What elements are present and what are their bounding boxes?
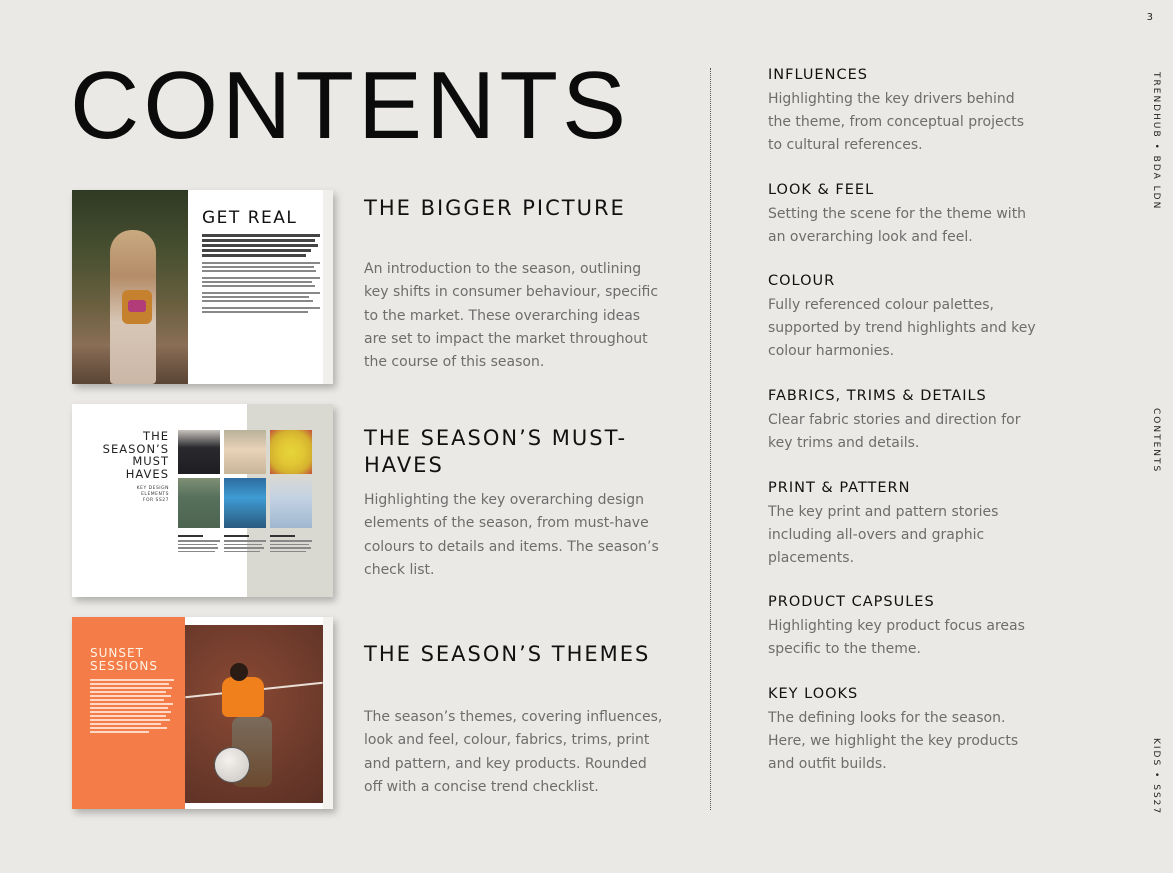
must-haves-sub-line: FOR SS27 [142, 498, 169, 503]
photo-black-cape [178, 430, 220, 474]
must-haves-subtitle [137, 486, 169, 504]
theme-heading: INFLUENCES [768, 67, 868, 83]
photo-green-skirt [178, 478, 220, 528]
theme-heading: FABRICS, TRIMS & DETAILS [768, 388, 987, 404]
photo-blue-jacket [224, 478, 266, 528]
thumbnail-must-haves[interactable] [72, 404, 333, 597]
theme-description: The defining looks for the season. Here, we highlight the key products and outfit builds. [768, 710, 1019, 772]
side-label-section: CONTENTS [1151, 408, 1161, 474]
photo-orange-shirt [222, 677, 264, 717]
page-number: 3 [1146, 12, 1153, 23]
must-haves-sub-line: ELEMENTS [141, 492, 169, 497]
thumbnail-intro-text [202, 234, 320, 257]
theme-item-key-looks [768, 684, 1038, 776]
thumbnail-themes[interactable] [72, 617, 333, 809]
theme-item-colour [768, 271, 1038, 363]
must-haves-title-line: MUST [132, 454, 169, 468]
photo-head [230, 663, 248, 681]
must-haves-caption [224, 535, 266, 554]
must-haves-title-line: THE [143, 429, 169, 443]
sunset-title [90, 647, 158, 673]
sunset-body [90, 679, 174, 735]
theme-item-look-feel [768, 180, 1038, 249]
must-haves-title-panel [72, 404, 177, 597]
theme-item-influences [768, 65, 1038, 157]
sunset-orange-panel [72, 617, 185, 809]
theme-heading: PRINT & PATTERN [768, 480, 911, 496]
thumbnail-bullets [202, 262, 320, 313]
theme-description: The key print and pattern stories including all-overs and graphic placements. [768, 504, 999, 566]
side-label-season: KIDS • SS27 [1151, 738, 1161, 816]
thumbnail-side-strip [323, 190, 333, 384]
theme-heading: LOOK & FEEL [768, 182, 875, 198]
theme-description: Highlighting key product focus areas specific to the theme. [768, 618, 1025, 657]
thumbnail-heading: GET REAL [202, 208, 298, 228]
side-label-brand: TRENDHUB • BDA LDN [1151, 72, 1161, 211]
must-haves-sub-line: KEY DESIGN [136, 486, 169, 491]
column-divider [710, 68, 711, 810]
theme-item-product-capsules [768, 592, 1038, 661]
theme-heading: KEY LOOKS [768, 686, 859, 702]
photo-backpack-pocket [128, 300, 146, 312]
photo-light-outfit [270, 478, 312, 528]
section-title-bigger-picture: THE BIGGER PICTURE [364, 196, 626, 220]
section-desc-must-haves: Highlighting the key overarching design elements of the season, from must-have colours to details and items. The season’s check list. [364, 492, 659, 578]
theme-description: Clear fabric stories and direction for key trims and details. [768, 412, 1021, 451]
sunset-title-line: SESSIONS [90, 659, 159, 673]
theme-description: Fully referenced colour palettes, supported by trend highlights and key colour harmonies. [768, 297, 1036, 359]
theme-heading: PRODUCT CAPSULES [768, 594, 935, 610]
must-haves-title [103, 430, 169, 480]
page-title: CONTENTS [70, 52, 630, 159]
thumbnail-text-block [202, 208, 320, 315]
photo-kids-pastel [224, 430, 266, 474]
theme-item-fabrics [768, 386, 1038, 455]
section-title-themes: THE SEASON’S THEMES [364, 642, 651, 666]
theme-description: Highlighting the key drivers behind the theme, from conceptual projects to cultural references. [768, 91, 1025, 153]
section-desc-bigger-picture: An introduction to the season, outlining key shifts in consumer behaviour, specific to the market. These overarching ideas are set to impact the market throughout the course of this season. [364, 261, 659, 371]
sunset-title-line: SUNSET [90, 646, 144, 660]
thumbnail-side-strip [323, 617, 333, 809]
section-title-must-haves: THE SEASON’S MUST-HAVES [364, 426, 628, 477]
thumbnail-bigger-picture[interactable] [72, 190, 333, 384]
must-haves-caption [178, 535, 220, 554]
must-haves-caption [270, 535, 312, 554]
theme-description: Setting the scene for the theme with an overarching look and feel. [768, 206, 1027, 245]
must-haves-title-line: HAVES [125, 466, 169, 481]
theme-heading: COLOUR [768, 273, 836, 289]
must-haves-title-line: SEASON’S [102, 441, 169, 456]
photo-basketball [214, 747, 250, 783]
section-desc-themes: The season’s themes, covering influences, look and feel, colour, fabrics, trims, print and pattern, and key products. Rounded off with a concise trend checklist. [364, 709, 663, 795]
theme-item-print-pattern [768, 478, 1038, 570]
photo-yellow-print [270, 430, 312, 474]
